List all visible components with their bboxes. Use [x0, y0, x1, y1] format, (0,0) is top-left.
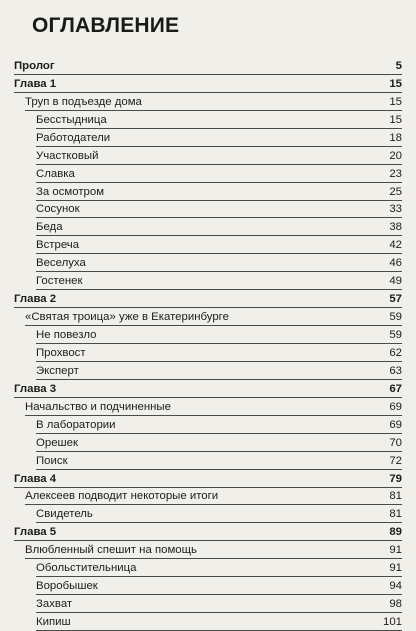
toc-page-number: 81: [389, 490, 402, 503]
toc-entry-title: Сосунок: [36, 203, 80, 216]
toc-chapter-row: [14, 470, 402, 488]
toc-page-number: 38: [389, 221, 402, 234]
toc-entry-title: Гостенек: [36, 275, 83, 288]
toc-page-number: 101: [382, 616, 402, 629]
toc-entry-title: Бесстыдница: [36, 113, 107, 126]
toc-page-number: 89: [389, 526, 402, 539]
toc-subsection-row: [14, 183, 402, 201]
toc-entry-title: За осмотром: [36, 185, 105, 198]
toc-entry-title: «Святая троица» уже в Екатеринбурге: [25, 311, 229, 324]
toc-entry-title: Влюбленный спешит на помощь: [25, 544, 197, 557]
toc-subsection-row: [14, 434, 402, 452]
toc-page-number: 23: [389, 167, 402, 180]
toc-subsection-row: [14, 326, 402, 344]
toc-page-number: 46: [389, 257, 402, 270]
toc-chapter-row: [14, 57, 402, 75]
toc-entry-title: Труп в подъезде дома: [25, 95, 142, 108]
toc-subsection-row: [14, 416, 402, 434]
toc-page-number: 49: [389, 275, 402, 288]
toc-entry-title: Кипиш: [36, 616, 71, 629]
toc-page-number: 69: [389, 400, 402, 413]
toc-entry-title: Глава 5: [14, 526, 57, 539]
toc-page-number: 57: [389, 293, 402, 306]
toc-section-row: [14, 308, 402, 326]
toc-page-number: 79: [389, 472, 402, 485]
toc-subsection-row: [14, 236, 402, 254]
toc-entry-title: Обольстительница: [36, 562, 137, 575]
toc-page-number: 72: [389, 454, 402, 467]
toc-subsection-row: [14, 254, 402, 272]
toc-page-number: 5: [395, 59, 402, 72]
toc-entry-title: Беда: [36, 221, 63, 234]
toc-entry-title: Глава 1: [14, 77, 57, 90]
toc-subsection-row: [14, 577, 402, 595]
toc-chapter-row: [14, 75, 402, 93]
toc-entry-title: Орешек: [36, 436, 78, 449]
toc-subsection-row: [14, 452, 402, 470]
page-title: ОГЛАВЛЕНИЕ: [32, 14, 180, 37]
toc-page-number: 91: [389, 562, 402, 575]
toc-subsection-row: [14, 344, 402, 362]
toc-entry-title: Поиск: [36, 454, 68, 467]
toc-entry-title: Захват: [36, 598, 73, 611]
toc-entry-title: Пролог: [14, 59, 55, 72]
toc-chapter-row: [14, 290, 402, 308]
toc-subsection-row: [14, 165, 402, 183]
toc-page-number: 42: [389, 239, 402, 252]
toc-subsection-row: [14, 595, 402, 613]
toc-subsection-row: [14, 272, 402, 290]
toc-page-number: 70: [389, 436, 402, 449]
toc-page-number: 94: [389, 580, 402, 593]
toc-section-row: [14, 398, 402, 416]
toc-page-number: 33: [389, 203, 402, 216]
toc-subsection-row: [14, 147, 402, 165]
toc-page-number: 67: [389, 382, 402, 395]
toc-page-number: 20: [389, 149, 402, 162]
toc-entry-title: В лаборатории: [36, 418, 116, 431]
toc-page-number: 59: [389, 329, 402, 342]
toc-entry-title: Работодатели: [36, 131, 111, 144]
toc-subsection-row: [14, 559, 402, 577]
toc-page-number: 15: [389, 77, 402, 90]
toc-section-row: [14, 93, 402, 111]
toc-page-number: 25: [389, 185, 402, 198]
toc-entry-title: Славка: [36, 167, 75, 180]
toc-subsection-row: [14, 613, 402, 631]
toc-page-number: 18: [389, 131, 402, 144]
toc-subsection-row: [14, 201, 402, 219]
toc-subsection-row: [14, 218, 402, 236]
toc-entry-title: Веселуха: [36, 257, 86, 270]
toc-chapter-row: [14, 380, 402, 398]
toc-entry-title: Глава 3: [14, 382, 57, 395]
toc-entry-title: Встреча: [36, 239, 80, 252]
toc-entry-title: Эксперт: [36, 364, 79, 377]
toc-subsection-row: [14, 111, 402, 129]
toc-entry-title: Воробышек: [36, 580, 98, 593]
toc-subsection-row: [14, 129, 402, 147]
toc-entry-title: Глава 2: [14, 293, 57, 306]
toc-subsection-row: [14, 362, 402, 380]
toc-entry-title: Прохвост: [36, 346, 86, 359]
toc-page-number: 81: [389, 508, 402, 521]
toc-entry-title: Алексеев подводит некоторые итоги: [25, 490, 219, 503]
table-of-contents: [14, 57, 402, 631]
toc-chapter-row: [14, 523, 402, 541]
toc-entry-title: Участковый: [36, 149, 99, 162]
toc-section-row: [14, 541, 402, 559]
toc-entry-title: Не повезло: [36, 329, 97, 342]
toc-page-number: 69: [389, 418, 402, 431]
toc-page-number: 15: [389, 95, 402, 108]
toc-page-number: 62: [389, 346, 402, 359]
toc-page-number: 63: [389, 364, 402, 377]
toc-page-number: 15: [389, 113, 402, 126]
toc-entry-title: Свидетель: [36, 508, 93, 521]
toc-page-number: 91: [389, 544, 402, 557]
toc-subsection-row: [14, 505, 402, 523]
toc-entry-title: Начальство и подчиненные: [25, 400, 171, 413]
toc-section-row: [14, 488, 402, 506]
toc-entry-title: Глава 4: [14, 472, 57, 485]
toc-page-number: 59: [389, 311, 402, 324]
toc-page-number: 98: [389, 598, 402, 611]
